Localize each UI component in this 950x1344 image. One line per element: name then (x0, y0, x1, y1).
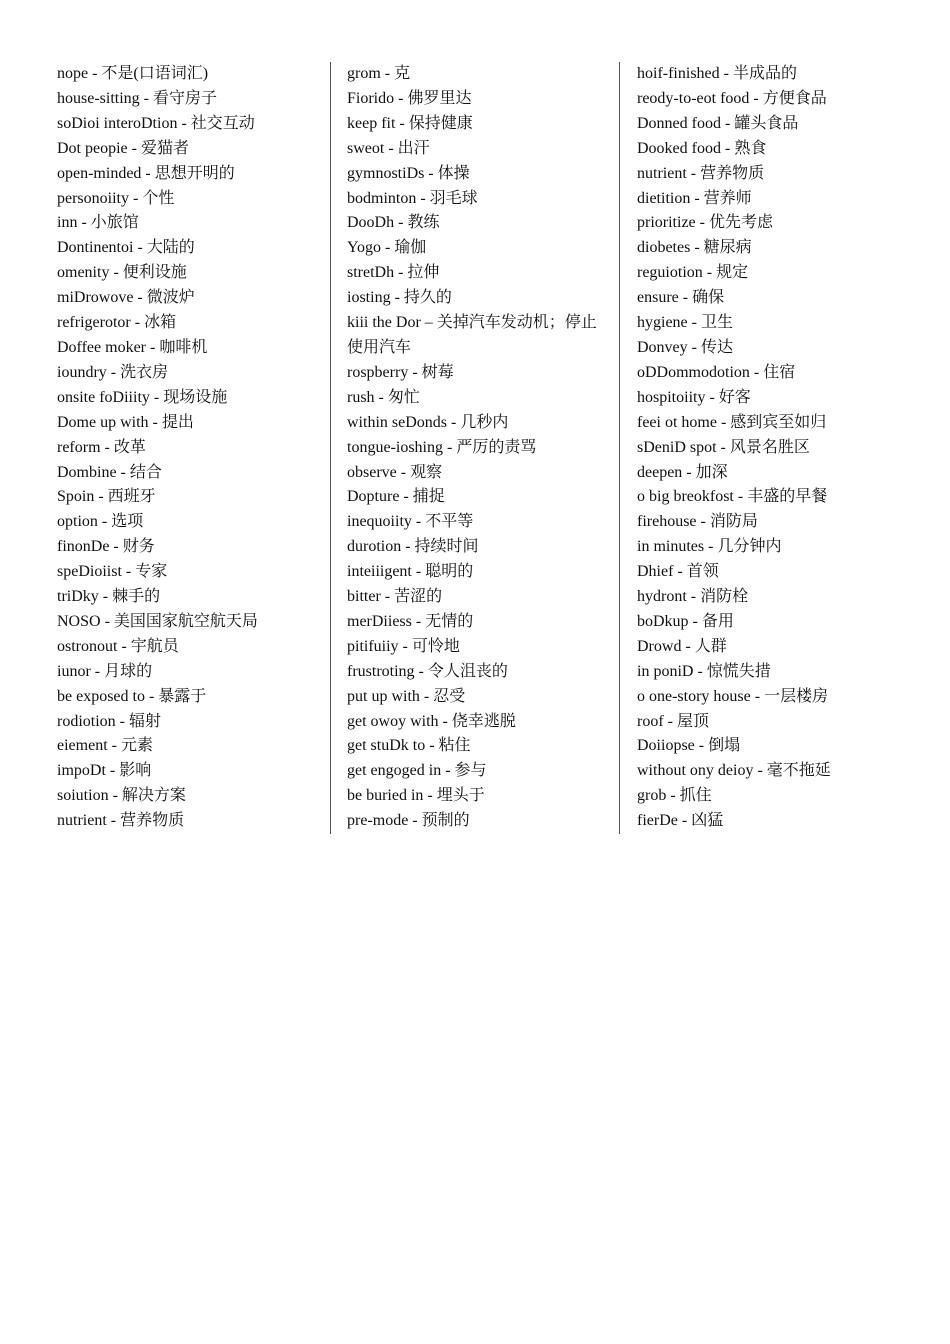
vocab-entry: tongue-ioshing - 严厉的责骂 (347, 438, 537, 456)
vocab-entry: rospberry - 树莓 (347, 363, 454, 381)
vocab-entry: option - 选项 (57, 513, 144, 531)
vocab-entry: grom - 克 (347, 65, 411, 82)
vocab-entry: triDky - 棘手的 (57, 588, 161, 606)
vocab-entry: Spoin - 西班牙 (57, 488, 156, 506)
vocab-entry: omenity - 便利设施 (57, 264, 187, 282)
vocab-entry: durotion - 持续时间 (347, 538, 479, 556)
vocab-entry: soiution - 解决方案 (57, 787, 186, 805)
vocab-entry: NOSO - 美国国家航空航天局 (57, 612, 258, 630)
vocab-entry: get engoged in - 参与 (347, 762, 487, 780)
vocab-entry: refrigerotor - 冰箱 (57, 314, 177, 332)
vocab-column-3 (637, 62, 887, 834)
vocab-entry: Drowd - 人群 (637, 637, 727, 655)
vocab-entry: hoif-finished - 半成品的 (637, 65, 797, 82)
vocab-entry: ostronout - 宇航员 (57, 637, 179, 655)
vocab-entry: Yogo - 瑜伽 (347, 239, 427, 257)
vocab-entry: sweot - 出汗 (347, 139, 430, 157)
vocab-entry: reform - 改革 (57, 438, 146, 456)
vocab-entry: grob - 抓住 (637, 787, 712, 805)
vocab-entry: deepen - 加深 (637, 463, 728, 481)
vocab-entry: Dome up with - 提出 (57, 413, 194, 431)
vocab-entry: open-minded - 思想开明的 (57, 164, 235, 182)
vocab-entry: sDeniD spot - 风景名胜区 (637, 438, 810, 456)
vocab-entry: finonDe - 财务 (57, 538, 155, 556)
vocab-entry: diobetes - 糖尿病 (637, 239, 752, 257)
vocab-entry: Donvey - 传达 (637, 338, 733, 356)
vocab-entry: bitter - 苦涩的 (347, 588, 443, 606)
vocab-entry: inteiiigent - 聪明的 (347, 563, 474, 581)
vocab-column-1 (57, 62, 327, 834)
vocab-entry: prioritize - 优先考虑 (637, 214, 773, 232)
vocab-entry: feei ot home - 感到宾至如归 (637, 413, 827, 431)
vocab-entry: rodiotion - 辐射 (57, 712, 161, 730)
vocab-entry: o big breokfost - 丰盛的早餐 (637, 488, 828, 506)
vocab-entry: Fiorido - 佛罗里达 (347, 89, 472, 107)
vocab-entry: put up with - 忍受 (347, 687, 466, 705)
vocab-entry: hydront - 消防栓 (637, 588, 749, 606)
vocab-entry: kiii the Dor – 关掉汽车发动机；停止使用汽车 (347, 314, 597, 356)
vocab-entry: hygiene - 卫生 (637, 314, 733, 332)
vocab-column-2 (347, 62, 609, 834)
vocab-entry: Dot peopie - 爱猫者 (57, 139, 189, 157)
vocab-entry: get stuDk to - 粘住 (347, 737, 471, 755)
vocab-entry: dietition - 营养师 (637, 189, 752, 207)
vocab-entry: nutrient - 营养物质 (637, 164, 765, 182)
vocab-entry: frustroting - 令人沮丧的 (347, 662, 508, 680)
column-divider (619, 62, 620, 834)
vocab-entry: keep fit - 保持健康 (347, 114, 473, 132)
vocab-entry: onsite foDiiity - 现场设施 (57, 388, 228, 406)
vocab-entry: personoiity - 个性 (57, 189, 175, 207)
vocab-entry: stretDh - 拉伸 (347, 264, 440, 282)
vocab-entry: without ony deioy - 毫不拖延 (637, 762, 831, 780)
vocab-entry: observe - 观察 (347, 463, 443, 481)
vocab-entry: roof - 屋顶 (637, 712, 709, 730)
vocab-entry: speDioiist - 专家 (57, 563, 168, 581)
vocab-entry: within seDonds - 几秒内 (347, 413, 509, 431)
vocab-entry: inn - 小旅馆 (57, 214, 139, 232)
vocab-entry: in minutes - 几分钟内 (637, 538, 782, 556)
vocab-entry: get owoy with - 侥幸逃脱 (347, 712, 516, 730)
vocab-entry: be buried in - 埋头于 (347, 787, 485, 805)
column-divider (330, 62, 331, 834)
vocab-entry: impoDt - 影响 (57, 762, 152, 780)
vocab-entry: be exposed to - 暴露于 (57, 687, 207, 705)
vocab-entry: Donned food - 罐头食品 (637, 114, 799, 132)
vocab-entry: boDkup - 备用 (637, 612, 734, 630)
vocab-entry: in poniD - 惊慌失措 (637, 662, 771, 680)
vocab-entry: fierDe - 凶猛 (637, 812, 724, 830)
vocab-entry: house-sitting - 看守房子 (57, 89, 217, 107)
vocab-entry: iosting - 持久的 (347, 289, 452, 307)
vocab-entry: oDDommodotion - 住宿 (637, 363, 796, 381)
vocab-entry: soDioi interoDtion - 社交互动 (57, 114, 255, 132)
vocab-entry: ioundry - 洗衣房 (57, 363, 169, 381)
vocab-entry: eiement - 元素 (57, 737, 153, 755)
vocab-entry: hospitoiity - 好客 (637, 388, 751, 406)
vocab-entry: o one-story house - 一层楼房 (637, 687, 829, 705)
vocab-entry: iunor - 月球的 (57, 662, 153, 680)
vocab-entry: miDrowove - 微波炉 (57, 289, 195, 307)
vocab-entry: Dhief - 首领 (637, 563, 719, 581)
vocab-entry: firehouse - 消防局 (637, 513, 758, 531)
vocab-entry: pre-mode - 预制的 (347, 812, 470, 830)
vocab-entry: ensure - 确保 (637, 289, 725, 307)
vocab-entry: merDiiess - 无情的 (347, 612, 474, 630)
vocab-entry: bodminton - 羽毛球 (347, 189, 478, 207)
vocab-entry: inequoiity - 不平等 (347, 513, 474, 531)
vocab-entry: Doffee moker - 咖啡机 (57, 338, 208, 356)
vocab-entry: reguiotion - 规定 (637, 264, 749, 282)
vocab-entry: pitifuiiy - 可怜地 (347, 637, 460, 655)
vocab-entry: Dontinentoi - 大陆的 (57, 239, 195, 257)
vocab-entry: reody-to-eot food - 方便食品 (637, 89, 827, 107)
vocab-entry: Dopture - 捕捉 (347, 488, 445, 506)
vocab-entry: Dombine - 结合 (57, 463, 162, 481)
vocab-entry: nutrient - 营养物质 (57, 812, 185, 830)
vocab-entry: Dooked food - 熟食 (637, 139, 767, 157)
vocab-entry: nope - 不是(口语词汇) (57, 65, 209, 82)
vocab-entry: DooDh - 教练 (347, 214, 440, 232)
vocab-entry: rush - 匆忙 (347, 388, 420, 406)
vocab-entry: Doiiopse - 倒塌 (637, 737, 741, 755)
vocab-entry: gymnostiDs - 体操 (347, 164, 470, 182)
